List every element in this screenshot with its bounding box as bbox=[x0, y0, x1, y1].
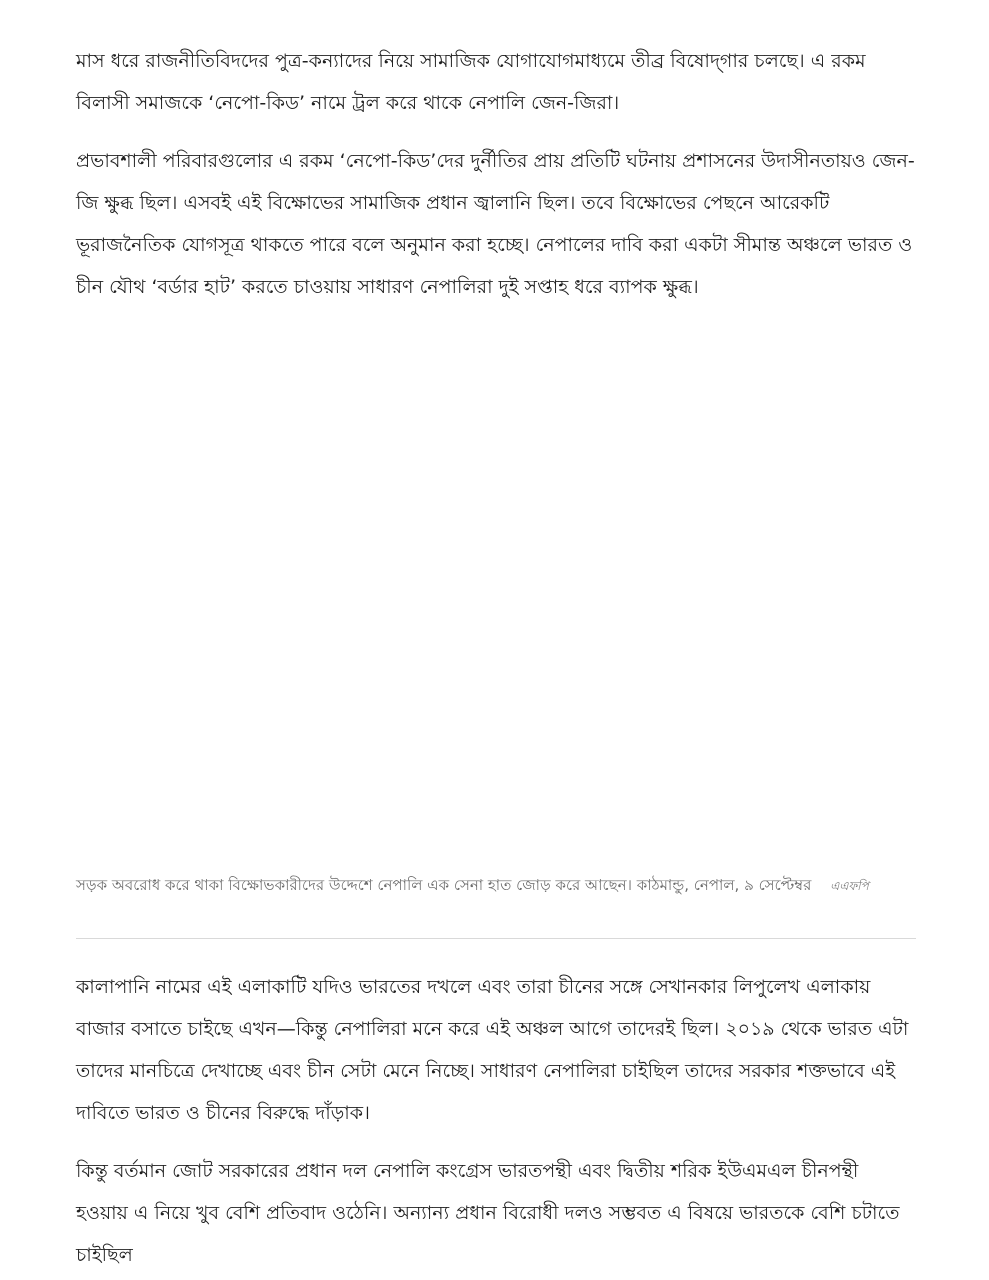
article-body-bottom bbox=[76, 966, 916, 1276]
photo-caption bbox=[76, 872, 916, 899]
article-photo bbox=[76, 300, 916, 860]
paragraph-spacer bbox=[76, 124, 916, 140]
paragraph-spacer bbox=[76, 1134, 916, 1150]
article-paragraph: কালাপানি নামের এই এলাকাটি যদিও ভারতের দখলে এবং তারা চীনের সঙ্গে সেখানকার লিপুলেখ এলাকায় বাজার বসাতে চাইছে এখন—কিন্তু নেপালিরা মনে করে এই অঞ্চল আগে তাদেরই ছিল। ২০১৯ থেকে ভারত এটা তাদের মানচিত্রে দেখাচ্ছে এবং চীন সেটা মেনে নিচ্ছে। সাধারণ নেপালিরা চাইছিল তাদের সরকার শক্তভাবে এই দাবিতে ভারত ও চীনের বিরুদ্ধে দাঁড়াক। bbox=[76, 976, 909, 1124]
article-paragraph: মাস ধরে রাজনীতিবিদদের পুত্র-কন্যাদের নিয়ে সামাজিক যোগাযোগমাধ্যমে তীব্র বিষোদ্‌গার চলছে। এ রকম বিলাসী সমাজকে ‘নেপো-কিড’ নামে ট্রল করে থাকে নেপালি জেন-জিরা। bbox=[76, 50, 866, 114]
photo-credit: এএফপি bbox=[830, 879, 869, 893]
article-paragraph: প্রভাবশালী পরিবারগুলোর এ রকম ‘নেপো-কিড’দের দুর্নীতির প্রায় প্রতিটি ঘটনায় প্রশাসনের উদাসীনতায়ও জেন-জি ক্ষুব্ধ ছিল। এসবই এই বিক্ষোভের সামাজিক প্রধান জ্বালানি ছিল। তবে বিক্ষোভের পেছনে আরেকটি ভূরাজনৈতিক যোগসূত্র থাকতে পারে বলে অনুমান করা হচ্ছে। নেপালের দাবি করা একটা সীমান্ত অঞ্চলে ভারত ও চীন যৌথ ‘বর্ডার হাট’ করতে চাওয়ায় সাধারণ নেপালিরা দুই সপ্তাহ ধরে ব্যাপক ক্ষুব্ধ। bbox=[76, 150, 915, 298]
article-body-top bbox=[76, 40, 916, 308]
caption-divider bbox=[76, 938, 916, 939]
photo-caption-text: সড়ক অবরোধ করে থাকা বিক্ষোভকারীদের উদ্দেশে নেপালি এক সেনা হাত জোড় করে আছেন। কাঠমান্ডু, নেপাল, ৯ সেপ্টেম্বর bbox=[76, 876, 812, 894]
article-paragraph: কিন্তু বর্তমান জোট সরকারের প্রধান দল নেপালি কংগ্রেস ভারতপন্থী এবং দ্বিতীয় শরিক ইউএমএল চীনপন্থী হওয়ায় এ নিয়ে খুব বেশি প্রতিবাদ ওঠেনি। অন্যান্য প্রধান বিরোধী দলও সম্ভবত এ বিষয়ে ভারতকে বেশি চটাতে চাইছিল bbox=[76, 1160, 900, 1266]
